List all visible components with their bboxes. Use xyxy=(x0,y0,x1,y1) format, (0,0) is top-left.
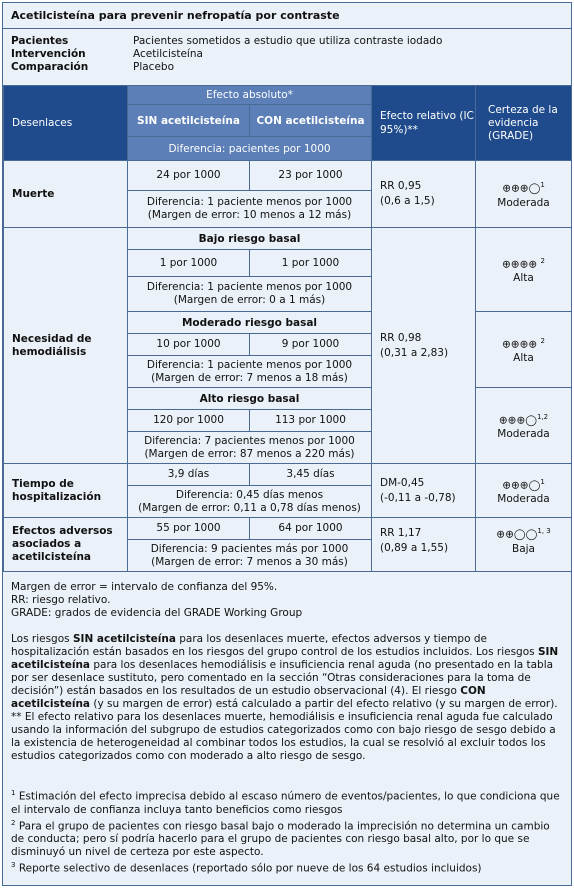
tiempo-con: 3,45 días xyxy=(250,464,372,486)
abbrev-line: Margen de error = intervalo de confianza del 95%. xyxy=(11,581,278,593)
alto-riesgo-title: Alto riesgo basal xyxy=(128,388,372,410)
pico-row xyxy=(11,48,442,61)
adversos-con: 64 por 1000 xyxy=(250,518,372,540)
diff-line: Diferencia: 1 paciente menos por 1000 xyxy=(146,281,353,293)
note-paragraph xyxy=(11,633,563,711)
note-text: (y su margen de error) está calculado a partir del efecto relativo (y su margen de error). xyxy=(90,698,558,710)
summary-of-findings-table xyxy=(2,2,572,886)
muerte-rr-ci: (0,6 a 1,5) xyxy=(380,195,435,207)
adversos-rr xyxy=(372,518,476,572)
tiempo-sin: 3,9 días xyxy=(128,464,250,486)
muerte-con: 23 por 1000 xyxy=(250,161,372,191)
note-paragraph: ** El efecto relativo para los desenlaces muerte, hemodiálisis e insuficiencia renal aguda fue calculado usando la información del subgrupo de estudios categorizados como con bajo riesgo de sesgo debido a la existencia de heterogeneidad al combinar todos los estudios, la cual se resolvió al excluir todos los estudios categorizados como con moderado a alto riesgo de sesgo. xyxy=(11,711,556,762)
header-sin: SIN acetilcisteína xyxy=(128,105,250,137)
hemo-rr-value: RR 0,98 xyxy=(380,331,422,344)
note-bold: SIN acetilcisteína xyxy=(11,646,559,671)
bajo-sin: 1 por 1000 xyxy=(128,250,250,277)
grade-icon: ⊕⊕⊕◯ xyxy=(498,414,537,427)
footnote-ref: 1 xyxy=(540,477,545,486)
bajo-grade xyxy=(476,228,572,312)
moderado-grade xyxy=(476,312,572,388)
diff-margin: (Margen de error: 7 menos a 18 más) xyxy=(151,371,348,384)
muerte-sin: 24 por 1000 xyxy=(128,161,250,191)
bajo-con: 1 por 1000 xyxy=(250,250,372,277)
grade-label: Moderada xyxy=(497,196,550,209)
diff-line: Diferencia: 9 pacientes más por 1000 xyxy=(150,542,349,555)
alto-grade xyxy=(476,388,572,464)
header-certeza: Certeza de la evidencia (GRADE) xyxy=(476,86,572,161)
grade-label: Alta xyxy=(513,272,534,285)
grade-icon: ⊕⊕⊕◯ xyxy=(502,479,541,492)
outcome-hemodialisis: Necesidad de hemodiálisis xyxy=(4,228,128,464)
grade-label: Baja xyxy=(512,542,535,555)
evidence-table xyxy=(3,85,572,572)
table-title: Acetilcisteína para prevenir nefropatía por contraste xyxy=(3,3,571,29)
diff-margin: (Margen de error: 10 menos a 12 más) xyxy=(147,209,352,221)
pico-value: Placebo xyxy=(133,61,175,73)
diff-line: Diferencia: 1 paciente menos por 1000 xyxy=(146,358,353,371)
diff-line: Diferencia: 0,45 días menos xyxy=(175,488,324,501)
diff-line: Diferencia: 1 paciente menos por 1000 xyxy=(146,196,353,208)
pico-key: Pacientes xyxy=(11,35,69,47)
footnote-ref: 1, 3 xyxy=(537,527,551,535)
footnote-ref: 2 xyxy=(540,336,545,345)
note-bold: SIN acetilcisteína xyxy=(72,633,176,645)
diff-margin: (Margen de error: 0,11 a 0,78 días menos) xyxy=(138,501,361,514)
footnote-text: Estimación del efecto imprecisa debido al escaso número de eventos/pacientes, lo que condiciona que el intervalo de confianza incluya tanto beneficios como riesgos xyxy=(11,790,560,816)
pico-value: Pacientes sometidos a estudio que utiliza contraste iodado xyxy=(133,35,443,47)
header-efecto-absoluto: Efecto absoluto* xyxy=(128,86,372,105)
outcome-adversos: Efectos adversos asociados a acetilcisteína xyxy=(4,518,128,572)
diff-line: Diferencia: 7 pacientes menos por 1000 xyxy=(144,434,355,447)
footnote-number: 2 xyxy=(11,818,16,827)
note-text: para los desenlaces muerte, efectos adversos y tiempo de hospitalización están basados en los riesgos del grupo control de los estudios incluidos. Los riesgos xyxy=(11,633,538,658)
muerte-rr-value: RR 0,95 xyxy=(380,180,422,192)
muerte-grade xyxy=(476,161,572,228)
abbreviations xyxy=(11,581,563,620)
tiempo-dm xyxy=(372,464,476,518)
footnote xyxy=(11,817,563,860)
header-con: CON acetilcisteína xyxy=(250,105,372,137)
footnote xyxy=(11,859,563,876)
header-desenlaces: Desenlaces xyxy=(4,86,128,161)
abbrev-line: GRADE: grados de evidencia del GRADE Working Group xyxy=(11,607,303,619)
footnote-ref: 1,2 xyxy=(537,412,549,421)
outcome-muerte: Muerte xyxy=(4,161,128,228)
tiempo-diferencia xyxy=(128,486,372,518)
note-bold: CON acetilcisteína xyxy=(11,685,486,710)
grade-label: Moderada xyxy=(497,493,550,506)
footnote xyxy=(11,787,563,817)
muerte-rr xyxy=(372,161,476,228)
footnotes xyxy=(11,787,563,876)
hemo-rr xyxy=(372,228,476,464)
pico-key: Intervención xyxy=(11,48,86,60)
outcome-tiempo: Tiempo de hospitalización xyxy=(4,464,128,518)
adversos-rr-value: RR 1,17 xyxy=(380,527,422,539)
grade-icon: ⊕⊕⊕⊕ xyxy=(501,338,538,351)
adversos-grade xyxy=(476,518,572,572)
hemo-rr-ci: (0,31 a 2,83) xyxy=(380,346,449,359)
footnote-ref: 2 xyxy=(540,256,545,265)
diff-margin: (Margen de error: 7 menos a 30 más) xyxy=(151,555,348,568)
moderado-riesgo-title: Moderado riesgo basal xyxy=(128,312,372,334)
pico-row xyxy=(11,61,442,74)
pico-block xyxy=(11,35,442,74)
moderado-con: 9 por 1000 xyxy=(250,334,372,356)
diff-margin: (Margen de error: 0 a 1 más) xyxy=(173,294,326,306)
muerte-diferencia xyxy=(128,191,372,228)
adversos-rr-ci: (0,89 a 1,55) xyxy=(380,542,449,554)
footnote-text: Para el grupo de pacientes con riesgo basal bajo o moderado la imprecisión no determina un cambio de conducta; pero sí podría hacerlo para el grupo de pacientes con riesgo basal alto, por lo que se disminuyó un nivel de certeza por este aspecto. xyxy=(11,820,550,858)
grade-icon: ⊕⊕◯◯ xyxy=(496,528,538,541)
tiempo-dm-value: DM-0,45 xyxy=(380,476,425,489)
alto-diferencia xyxy=(128,432,372,464)
footnote-text: Reporte selectivo de desenlaces (reportado sólo por nueve de los 64 estudios incluidos) xyxy=(18,862,482,875)
tiempo-grade xyxy=(476,464,572,518)
grade-icon: ⊕⊕⊕◯ xyxy=(502,182,541,195)
bajo-riesgo-title: Bajo riesgo basal xyxy=(128,228,372,250)
pico-value: Acetilcisteína xyxy=(133,48,203,60)
explanatory-notes xyxy=(11,633,563,763)
moderado-sin: 10 por 1000 xyxy=(128,334,250,356)
diff-margin: (Margen de error: 87 menos a 220 más) xyxy=(144,447,355,460)
adversos-diferencia xyxy=(128,540,372,572)
footnote-number: 3 xyxy=(11,861,16,869)
header-diferencia: Diferencia: pacientes por 1000 xyxy=(128,137,372,161)
abbrev-line: RR: riesgo relativo. xyxy=(11,594,111,606)
grade-icon: ⊕⊕⊕⊕ xyxy=(501,258,538,271)
footnote-number: 1 xyxy=(11,789,16,797)
grade-label: Moderada xyxy=(497,428,550,441)
note-text: Los riesgos xyxy=(11,633,73,645)
note-text: para los desenlaces hemodiálisis e insuficiencia renal aguda (no presentado en la tabla por ser desenlace sustituto, pero comentado en la sección “Otras consideraciones para la toma de decisión”) están basados en los resultados de un estudio observacional (4). El riesgo xyxy=(11,659,554,697)
pico-key: Comparación xyxy=(11,61,89,73)
moderado-diferencia xyxy=(128,356,372,388)
footnote-ref: 1 xyxy=(540,181,545,190)
tiempo-dm-ci: (-0,11 a -0,78) xyxy=(380,491,456,504)
alto-con: 113 por 1000 xyxy=(250,410,372,432)
grade-label: Alta xyxy=(513,352,534,365)
alto-sin: 120 por 1000 xyxy=(128,410,250,432)
bajo-diferencia xyxy=(128,277,372,312)
pico-row xyxy=(11,35,442,48)
header-efecto-relativo: Efecto relativo (IC 95%)** xyxy=(372,86,476,161)
adversos-sin: 55 por 1000 xyxy=(128,518,250,540)
